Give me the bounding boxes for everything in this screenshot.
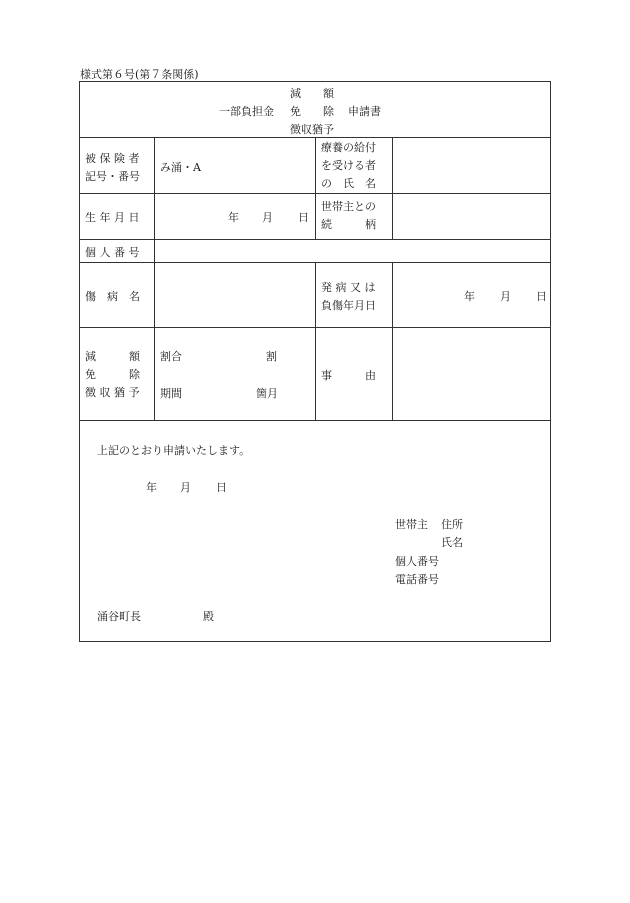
onset-year-unit: 年 <box>464 290 475 303</box>
title-suffix: 申請書 <box>348 105 381 118</box>
birth-day-unit: 日 <box>298 211 309 224</box>
column-divider <box>315 262 316 420</box>
declaration-statement: 上記のとおり申請いたします。 <box>97 444 251 457</box>
name-label: 氏名 <box>441 536 463 549</box>
relation-field[interactable] <box>394 195 549 238</box>
applicant-individual-number-label: 個人番号 <box>395 555 439 568</box>
relation-label: 世帯主との 続 柄 <box>321 200 376 231</box>
disease-name-field[interactable] <box>156 264 314 326</box>
ratio-unit: 割 <box>266 350 277 363</box>
individual-number-label: 個 人 番 号 <box>85 246 140 259</box>
application-year-unit: 年 <box>146 481 157 494</box>
onset-month-unit: 月 <box>500 290 511 303</box>
column-divider <box>392 262 393 420</box>
ratio-label: 割合 <box>160 350 182 363</box>
birth-year-unit: 年 <box>228 211 239 224</box>
column-divider <box>154 137 155 420</box>
address-label: 住所 <box>441 518 463 531</box>
head-of-household-label: 世帯主 <box>395 518 428 531</box>
birth-month-unit: 月 <box>262 211 273 224</box>
recipient-name-label: 療養の給付 を受ける者 の 氏 名 <box>321 141 376 190</box>
onset-date-label: 発 病 又 は 負傷年月日 <box>321 281 376 312</box>
period-unit: 箇月 <box>256 387 278 400</box>
title-prefix: 一部負担金 <box>219 105 274 118</box>
form-number: 様式第６号(第７条関係) <box>80 68 199 81</box>
honorific: 殿 <box>203 610 214 623</box>
title-deferral: 徴収猶予 <box>290 123 334 136</box>
column-divider <box>392 137 393 239</box>
row-divider <box>79 420 551 421</box>
phone-number-label: 電話番号 <box>395 573 439 586</box>
application-month-unit: 月 <box>180 481 191 494</box>
reduction-type-label: 減 額 免 除 徴 収 猶 予 <box>85 350 140 399</box>
period-label: 期間 <box>160 387 182 400</box>
reason-field[interactable] <box>394 329 549 419</box>
disease-name-label: 傷 病 名 <box>85 290 140 303</box>
insured-number-value[interactable]: み涌・A <box>160 161 201 174</box>
birth-date-label: 生 年 月 日 <box>85 211 140 224</box>
addressee: 涌谷町長 <box>97 610 141 623</box>
title-reduction: 減 額 <box>290 87 334 100</box>
reason-label: 事 由 <box>321 369 376 382</box>
onset-day-unit: 日 <box>536 290 547 303</box>
application-day-unit: 日 <box>216 481 227 494</box>
title-exemption: 免 除 <box>290 105 334 118</box>
column-divider <box>315 137 316 239</box>
individual-number-field[interactable] <box>156 241 549 261</box>
recipient-name-field[interactable] <box>394 139 549 192</box>
row-divider <box>79 239 551 240</box>
insured-number-label: 被 保 険 者 記号・番号 <box>85 152 140 183</box>
